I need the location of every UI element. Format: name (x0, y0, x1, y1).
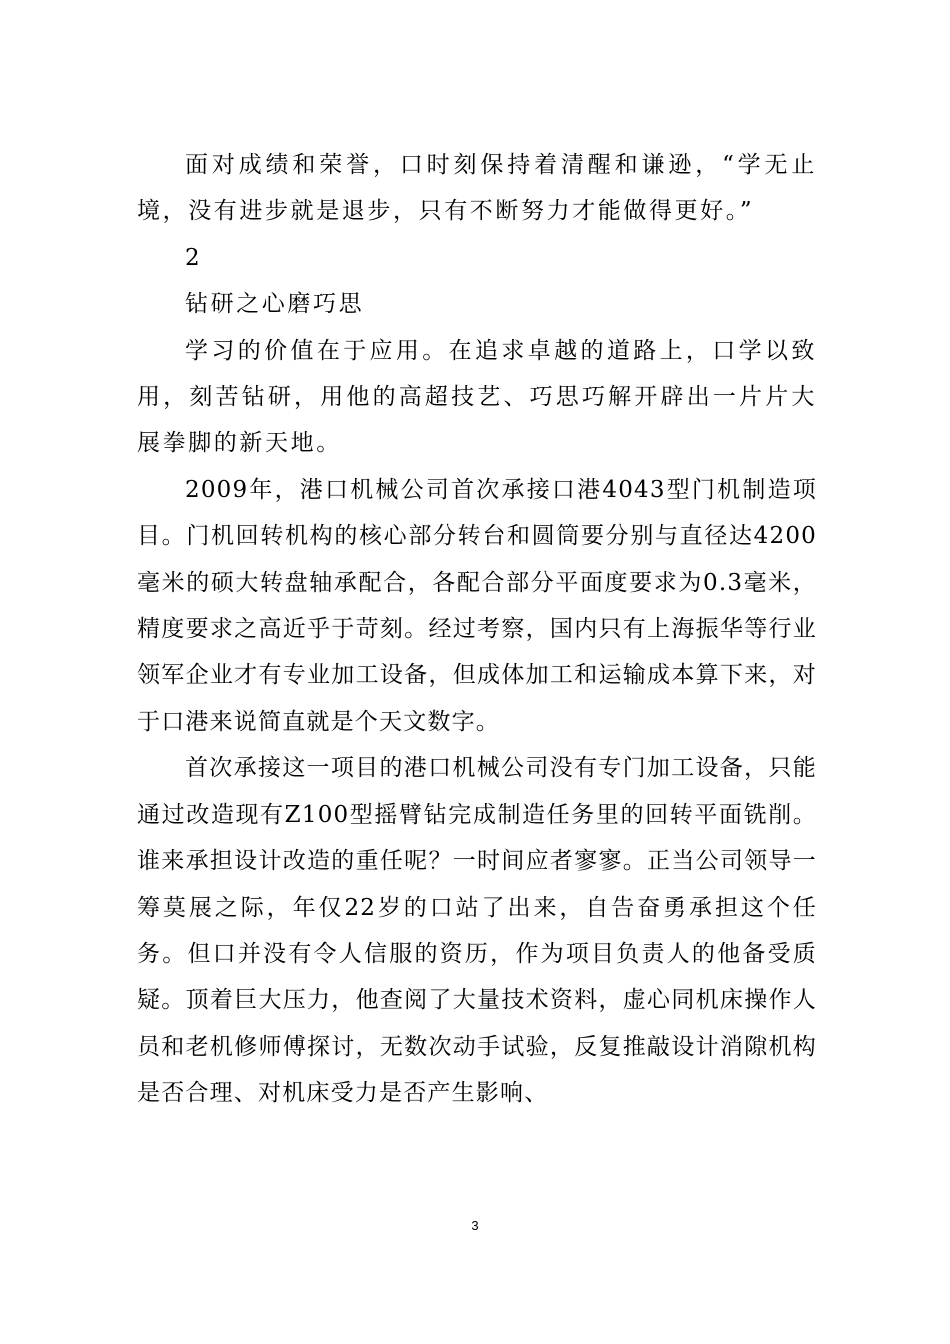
section-number: 2 (185, 244, 200, 271)
paragraph-learning-value: 学习的价值在于应用。在追求卓越的道路上，口学以致用，刻苦钻研，用他的高超技艺、巧思巧解开辟出一片片大展拳脚的新天地。 (137, 337, 817, 457)
paragraph-honors: 面对成绩和荣誉，口时刻保持着清醒和谦逊，“学无止境，没有进步就是退步，只有不断努力才能做得更好。” (137, 152, 817, 225)
paragraph-2009-project: 2009年，港口机械公司首次承接口港4043型门机制造项目。门机回转机构的核心部分转台和圆筒要分别与直径达4200毫米的硕大转盘轴承配合，各配合部分平面度要求为0.3毫米，精度要求之高近乎于苛刻。经过考察，国内只有上海振华等行业领军企业才有专业加工设备，但成体加工和运输成本算下来，对于口港来说简直就是个天文数字。 (137, 476, 817, 735)
body-text (137, 142, 817, 1117)
paragraph-drill-modification: 首次承接这一项目的港口机械公司没有专门加工设备，只能通过改造现有Z100型摇臂钻完成制造任务里的回转平面铣削。谁来承担设计改造的重任呢？一时间应者寥寥。正当公司领导一筹莫展之际，年仅22岁的口站了出来，自告奋勇承担这个任务。但口并没有令人信服的资历，作为项目负责人的他备受质疑。顶着巨大压力，他查阅了大量技术资料，虚心同机床操作人员和老机修师傅探讨，无数次动手试验，反复推敲设计消隙机构是否合理、对机床受力是否产生影响、 (137, 755, 817, 1107)
page-number: 3 (471, 1218, 479, 1233)
section-title: 钻研之心磨巧思 (185, 291, 365, 318)
